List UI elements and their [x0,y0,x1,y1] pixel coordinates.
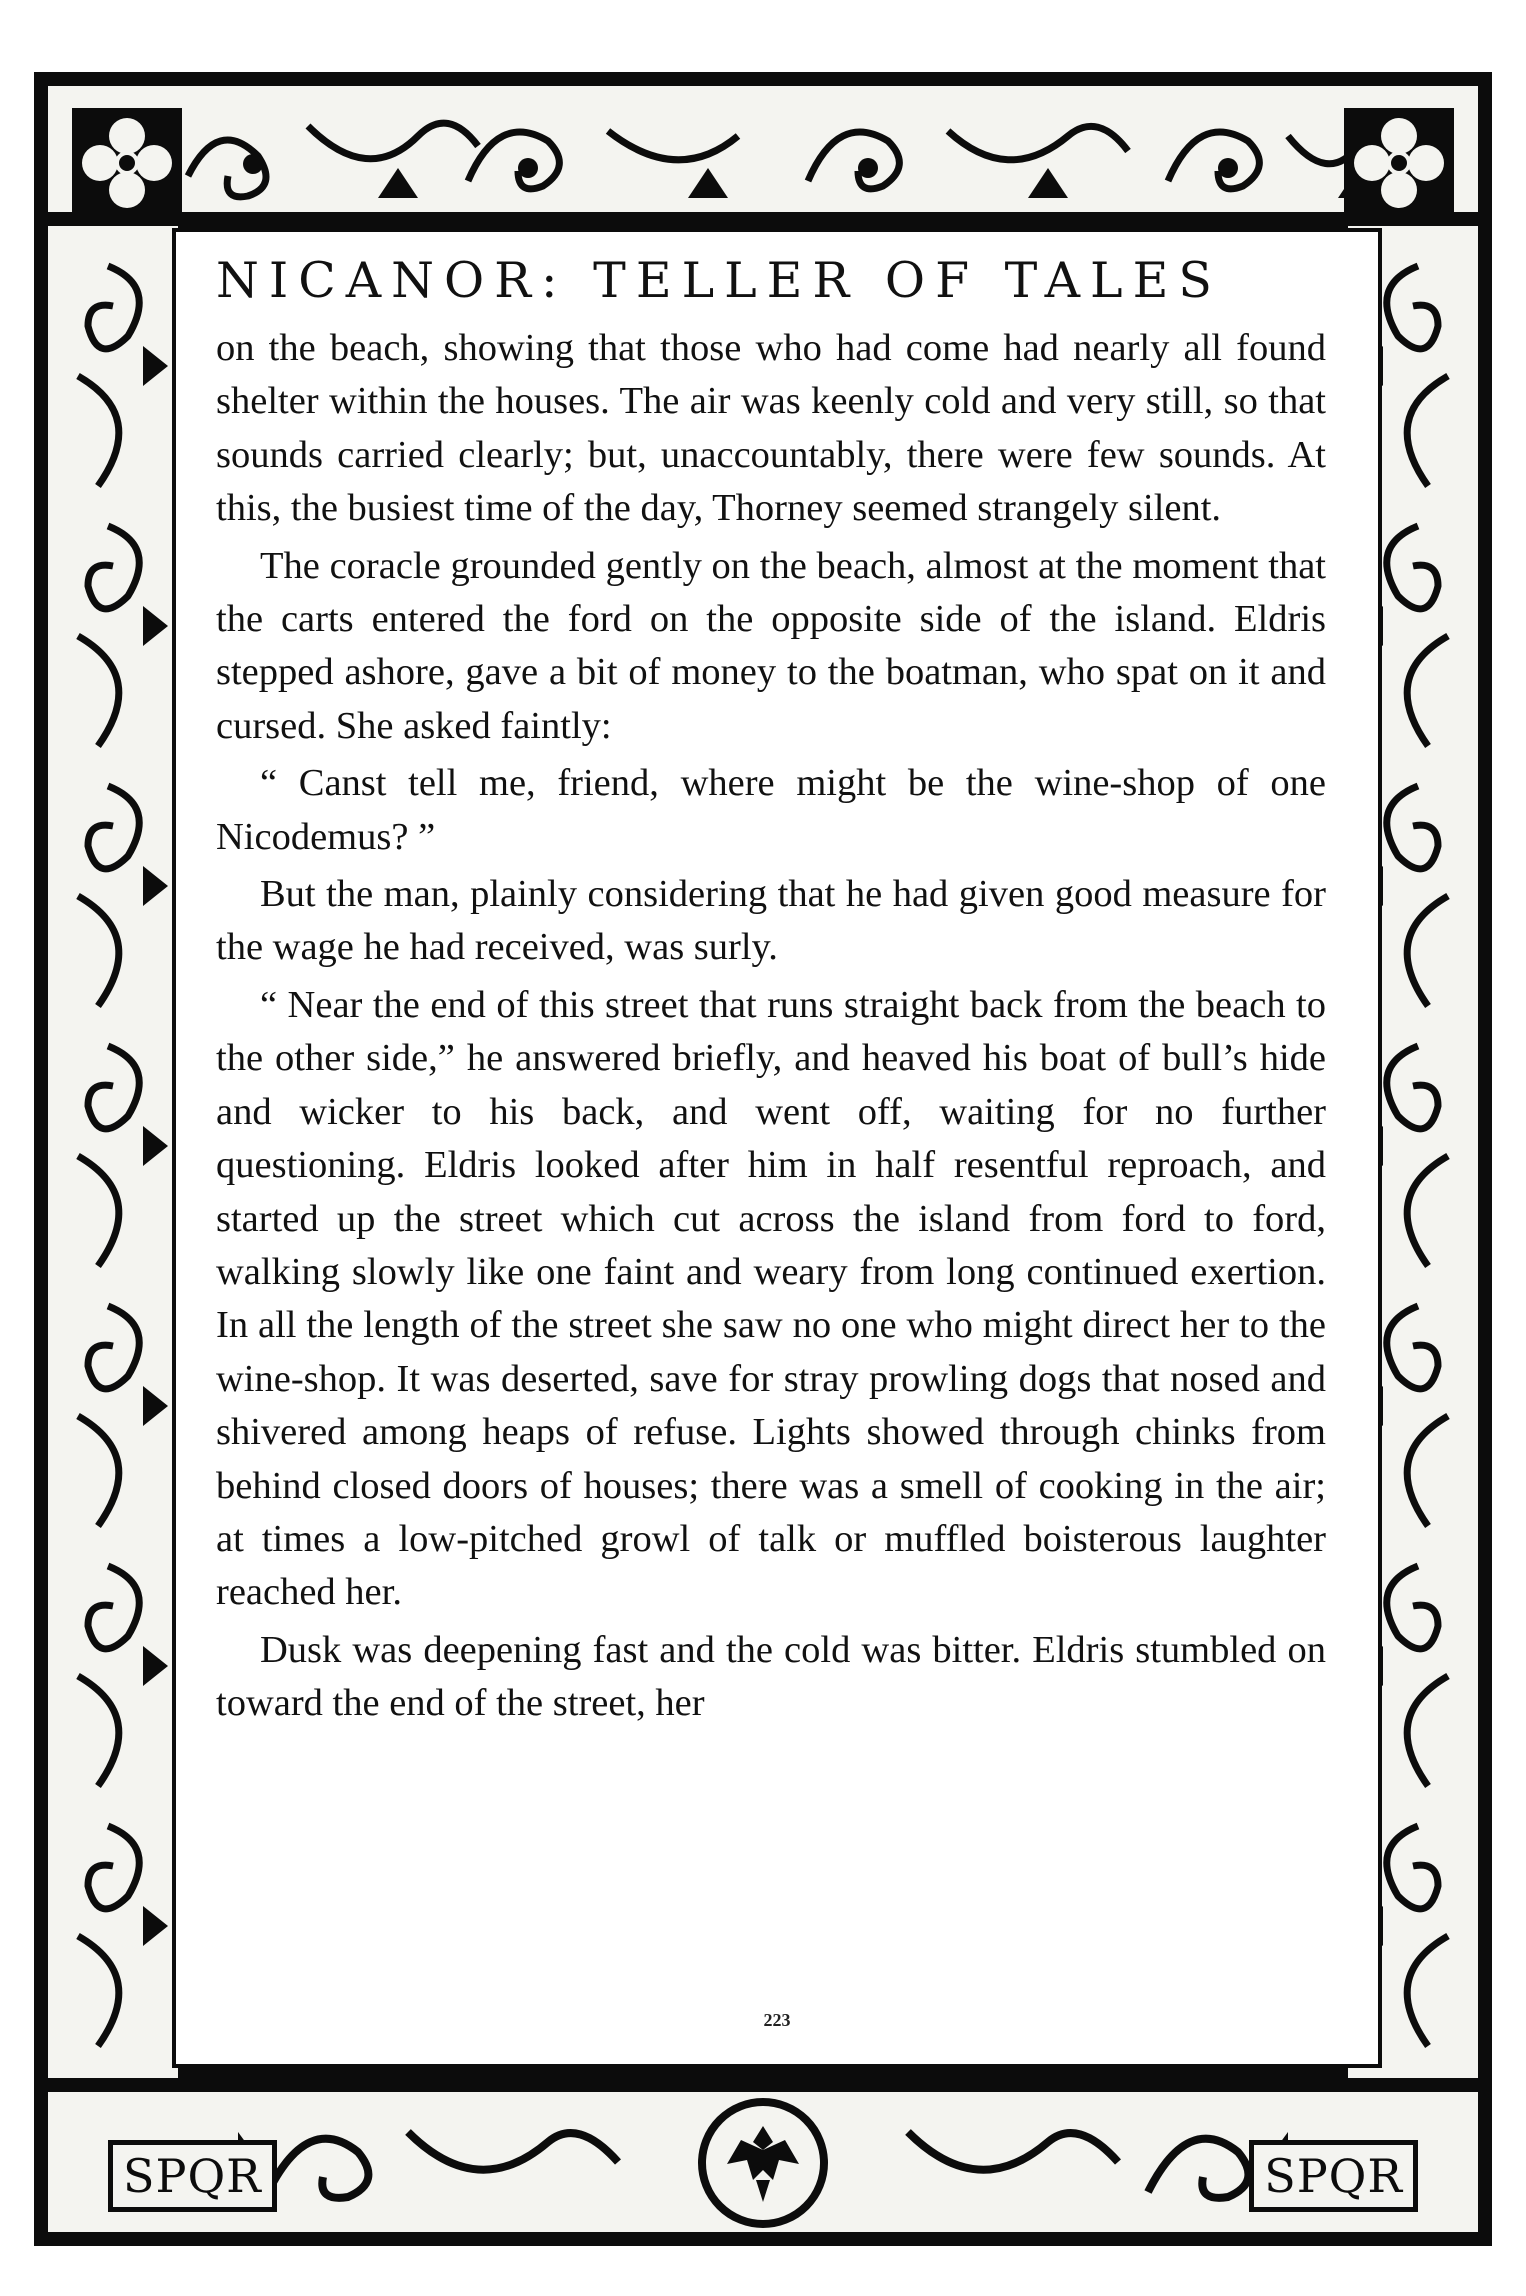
paragraph: But the man, plainly considering that he had given good measure for the wage he had received, was surly. [216,873,1326,969]
flower-rosette-icon [72,108,182,212]
paragraph: “ Near the end of this street that runs straight back from the beach to the other side,” he answered briefly, and heaved his boat of bull’s hide and wicker to his back, and went off, waiting for no further questioning. Eldris looked after him in half resentful reproach, and started up the street which cut across the island from ford to ford, walking slowly like one faint and weary from long continued exertion. In all the length of the street she saw no one who might direct her to the wine-shop. It was deserted, save for stray prowling dogs that nosed and shivered among heaps of refuse. Lights showed through chinks from behind closed doors of houses; there was a smell of cooking in the air; at times a low-pitched growl of talk or muffled boisterous laughter reached her. [216,983,1326,1614]
left-scrollwork-ornament [48,226,178,2078]
text-panel [172,228,1382,2068]
paragraph: on the beach, showing that those who had come had nearly all found shelter within the houses. The air was keenly cold and very still, so that sounds carried clearly; but, unaccountably, there were few sounds. At this, the busiest time of the day, Thorney seemed strangely silent. [216,327,1326,530]
spqr-badge-right: SPQR [1249,2140,1418,2212]
flower-rosette-icon [1344,108,1454,212]
paragraph: “ Canst tell me, friend, where might be the wine-shop of one Nicodemus? ” [216,762,1326,858]
flower-rosette-left [72,108,182,212]
spqr-badge-left: SPQR [108,2140,277,2212]
paragraph: The coracle grounded gently on the beach, almost at the moment that the carts entered the ford on the opposite side of the island. Eldris stepped ashore, gave a bit of money to the boatman, who spat on it and cursed. She asked faintly: [216,544,1326,747]
flower-rosette-right [1344,108,1454,212]
top-scrollwork-band [48,86,1478,212]
top-scrollwork-ornament [48,86,1478,212]
paragraph: Dusk was deepening fast and the cold was bitter. Eldris stumbled on toward the end of the street, her [216,1628,1326,1725]
eagle-icon [706,2106,820,2220]
page-number: 223 [763,2010,791,2030]
running-head: NICANOR: TELLER OF TALES [216,252,1222,309]
bottom-scrollwork-band [48,2092,1478,2232]
left-scrollwork-band [48,226,178,2078]
body-text [216,322,1326,1731]
eagle-medallion [698,2098,828,2228]
